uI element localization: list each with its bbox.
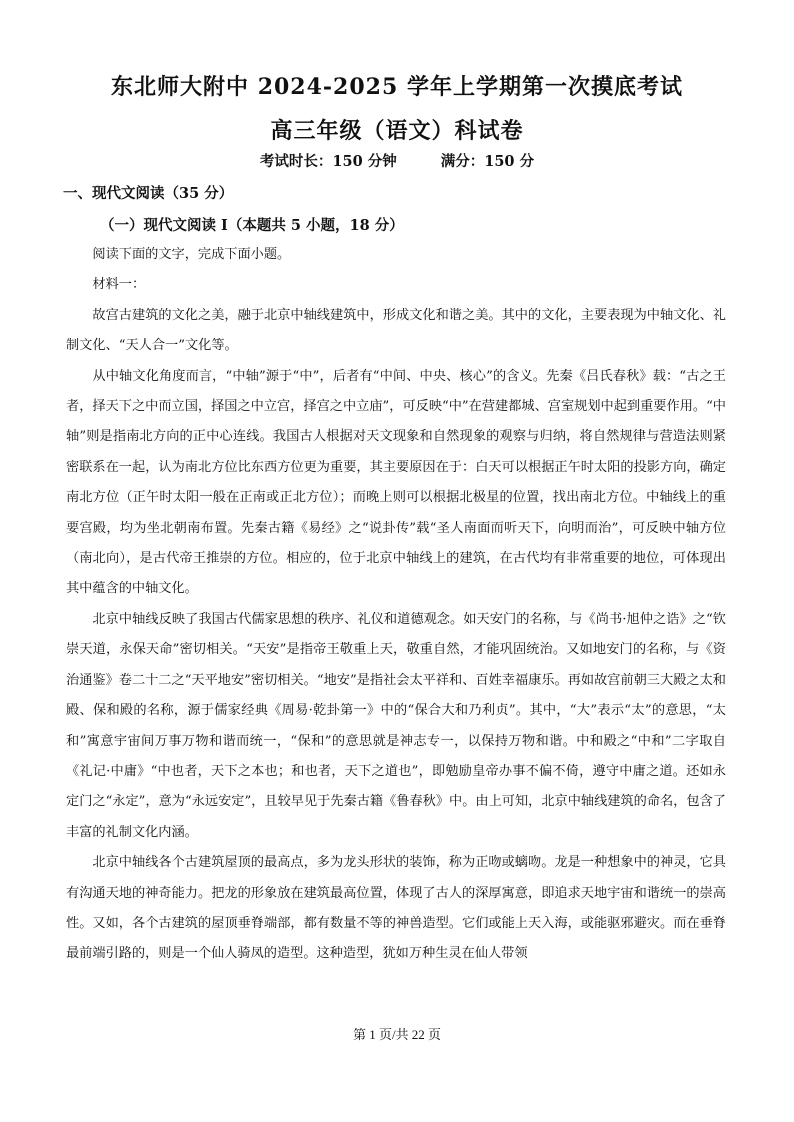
- subsection-heading: （一）现代文阅读 I（本题共 5 小题，18 分）: [100, 217, 404, 234]
- exam-info: [0, 150, 794, 171]
- paragraph: 北京中轴线反映了我国古代儒家思想的秩序、礼仪和道德观念。如天安门的名称，与《尚书·旭仲之诰》之“钦崇天道，永保天命”密切相关。“天安”是指帝王敬重上天，敬重自然，才能巩固统治。又如地安门的名称，与《资治通鉴》卷二十二之“天平地安”密切相关。“地安”是指社会太平祥和、百姓幸福康乐。再如故宫前朝三大殿之太和殿、保和殿的名称，源于儒家经典《周易·乾卦第一》中的“保合大和乃利贞”。其中，“大”表示“太”的意思，“太和”寓意宇宙间万事万物和谐而统一，“保和”的意思就是神志专一，以保持万物和谐。中和殿之“中和”二字取自《礼记·中庸》“中也者，天下之本也；和也者，天下之道也”，即勉励皇帝办事不偏不倚，遵守中庸之道。还如永定门之“永定”，意为“永远安定”，且较早见于先秦古籍《鲁春秋》中。由上可知，北京中轴线建筑的命名，包含了丰富的礼制文化内涵。: [66, 611, 726, 840]
- paragraph: 从中轴文化角度而言，“中轴”源于“中”，后者有“中间、中央、核心”的含义。先秦《吕氏春秋》载：“古之王者，择天下之中而立国，择国之中立宫，择宫之中立庙”，可反映“中”在营建都城、宫室规划中起到重要作用。“中轴”则是指南北方向的正中心连线。我国古人根据对天文现象和自然现象的观察与归纳，将自然规律与营造法则紧密联系在一起，认为南北方位比东西方位更为重要，其主要原因在于：白天可以根据正午时太阳的投影方向，确定南北方位（正午时太阳一般在正南或正北方位）；而晚上则可以根据北极星的位置，找出南北方位。中轴线上的重要宫殿，均为坐北朝南布置。先秦古籍《易经》之“说卦传”载“圣人南面而听天下，向明而治”，可反映中轴方位（南北向），是古代帝王推崇的方位。相应的，位于北京中轴线上的建筑，在古代均有非常重要的地位，可体现出其中蕴含的中轴文化。: [66, 368, 726, 597]
- exam-title: 东北师大附中 2024-2025 学年上学期第一次摸底考试: [111, 74, 683, 100]
- paragraph: 故宫古建筑的文化之美，融于北京中轴线建筑中，形成文化和谐之美。其中的文化，主要表现为中轴文化、礼制文化、“天人合一”文化等。: [66, 307, 726, 354]
- exam-subtitle: 高三年级（语文）科试卷: [270, 118, 524, 144]
- exam-time: 考试时长：150 分钟: [259, 153, 397, 170]
- page-number: 第 1 页/共 22 页: [352, 1027, 442, 1042]
- section-heading: 一、现代文阅读（35 分）: [63, 185, 234, 202]
- reading-passage: [66, 240, 726, 970]
- full-score: 满分：150 分: [440, 153, 535, 170]
- instructions: 阅读下面的文字，完成下面小题。: [92, 247, 291, 262]
- material-label: 材料一：: [92, 277, 146, 293]
- paragraph: 北京中轴线各个古建筑屋顶的最高点，多为龙头形状的装饰，称为正吻或螭吻。龙是一种想象中的神灵，它具有沟通天地的神奇能力。把龙的形象放在建筑最高位置，体现了古人的深厚寓意，即追求天地宇宙和谐统一的崇高性。又如，各个古建筑的屋顶垂脊端部，都有数量不等的神兽造型。它们或能上天入海，或能驱邪避灾。而在垂脊最前端引路的，则是一个仙人骑凤的造型。这种造型，犹如万种生灵在仙人带领: [66, 855, 726, 962]
